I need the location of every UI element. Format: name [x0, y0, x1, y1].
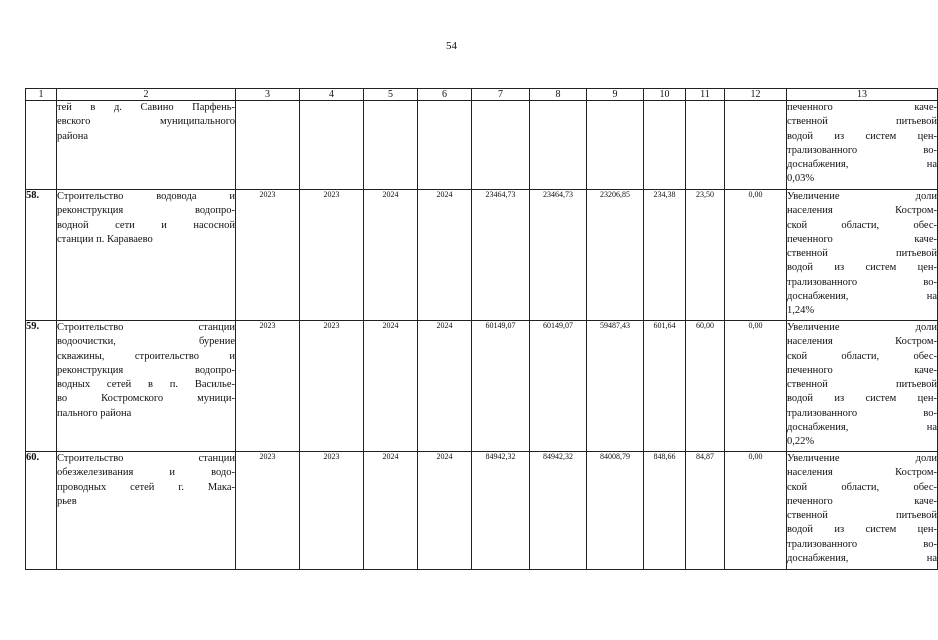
project-name-line: рьев — [57, 495, 77, 507]
column-header: 7 — [472, 89, 530, 101]
value-cell: 60149,07 — [530, 321, 587, 452]
page-number: 54 — [446, 40, 457, 52]
value-cell — [472, 101, 530, 190]
value-cell: 601,64 — [644, 321, 686, 452]
value-cell: 84942,32 — [530, 452, 587, 570]
project-name-line: Строительство водовода и — [57, 191, 235, 202]
result-line: ственной питьевой — [787, 248, 937, 260]
value-cell: 84008,79 — [587, 452, 644, 570]
projects-table — [25, 88, 938, 570]
column-header: 2 — [57, 89, 236, 101]
value-cell: 2023 — [236, 321, 300, 452]
value-cell: 23464,73 — [472, 190, 530, 321]
result-line: печенного каче- — [787, 364, 937, 376]
project-name-line: реконструкция водопро- — [57, 205, 235, 217]
value-cell: 59487,43 — [587, 321, 644, 452]
value-cell: 848,66 — [644, 452, 686, 570]
project-name-line: проводных сетей г. Мака- — [57, 481, 235, 493]
value-cell: 0,00 — [725, 452, 787, 570]
value-cell: 23464,73 — [530, 190, 587, 321]
value-cell: 2023 — [300, 190, 364, 321]
result-line: ской области, обес- — [787, 219, 937, 231]
value-cell: 2024 — [364, 190, 418, 321]
column-header: 9 — [587, 89, 644, 101]
result-line: трализованного во- — [787, 407, 937, 419]
value-cell: 2024 — [418, 452, 472, 570]
value-cell — [587, 101, 644, 190]
value-cell: 60149,07 — [472, 321, 530, 452]
column-header: 4 — [300, 89, 364, 101]
result-line: доснабжения, на — [787, 159, 937, 171]
value-cell: 2024 — [418, 321, 472, 452]
project-name-line: тей в д. Савино Парфень- — [57, 102, 235, 113]
project-name-cell — [57, 452, 236, 570]
value-cell: 84942,32 — [472, 452, 530, 570]
value-cell: 2024 — [418, 190, 472, 321]
result-line: трализованного во- — [787, 144, 937, 156]
project-name-cell — [57, 190, 236, 321]
value-cell — [418, 101, 472, 190]
result-line: населения Костром- — [787, 467, 937, 479]
result-line: водой из систем цен- — [787, 262, 937, 274]
result-line: 0,03% — [787, 173, 815, 185]
table-row — [26, 321, 938, 452]
column-header: 6 — [418, 89, 472, 101]
value-cell — [644, 101, 686, 190]
result-line: населения Костром- — [787, 205, 937, 217]
column-header: 5 — [364, 89, 418, 101]
value-cell — [530, 101, 587, 190]
result-line: водой из систем цен- — [787, 130, 937, 142]
result-cell — [787, 190, 938, 321]
result-line: доснабжения, на — [787, 553, 937, 565]
row-number-cell: 60. — [26, 452, 57, 570]
project-name-line: реконструкция водопро- — [57, 364, 235, 376]
value-cell — [236, 101, 300, 190]
value-cell: 0,00 — [725, 190, 787, 321]
project-name-line: водной сети и насосной — [57, 219, 235, 231]
project-name-line: Строительство станции — [57, 322, 235, 333]
column-header: 10 — [644, 89, 686, 101]
result-cell — [787, 452, 938, 570]
value-cell: 84,87 — [686, 452, 725, 570]
row-number-cell: 59. — [26, 321, 57, 452]
project-name-line: Строительство станции — [57, 453, 235, 464]
result-line: ской области, обес- — [787, 350, 937, 362]
value-cell: 2024 — [364, 452, 418, 570]
value-cell: 2023 — [236, 190, 300, 321]
value-cell: 2023 — [300, 452, 364, 570]
result-line: Увеличение доли — [787, 453, 937, 464]
result-cell — [787, 101, 938, 190]
value-cell: 23206,85 — [587, 190, 644, 321]
project-name-line: станции п. Караваево — [57, 233, 153, 245]
value-cell: 23,50 — [686, 190, 725, 321]
project-name-line: обезжелезивания и водо- — [57, 467, 235, 479]
table-row-continued — [26, 101, 938, 190]
result-line: доснабжения, на — [787, 422, 937, 434]
value-cell — [364, 101, 418, 190]
value-cell — [300, 101, 364, 190]
table-row — [26, 190, 938, 321]
result-line: ственной питьевой — [787, 116, 937, 128]
result-line: 0,22% — [787, 436, 815, 448]
project-name-line: евского муниципального — [57, 116, 235, 128]
value-cell: 0,00 — [725, 321, 787, 452]
result-cell — [787, 321, 938, 452]
value-cell: 234,38 — [644, 190, 686, 321]
result-line: печенного каче- — [787, 233, 937, 245]
project-name-line: пального района — [57, 407, 132, 419]
column-header: 13 — [787, 89, 938, 101]
result-line: Увеличение доли — [787, 191, 937, 202]
column-header: 3 — [236, 89, 300, 101]
result-line: печенного каче- — [787, 495, 937, 507]
column-header: 11 — [686, 89, 725, 101]
result-line: ской области, обес- — [787, 481, 937, 493]
project-name-cell — [57, 321, 236, 452]
table-row — [26, 452, 938, 570]
result-line: населения Костром- — [787, 336, 937, 348]
value-cell: 2024 — [364, 321, 418, 452]
value-cell: 60,00 — [686, 321, 725, 452]
column-header: 1 — [26, 89, 57, 101]
header-row — [26, 89, 938, 101]
value-cell: 2023 — [300, 321, 364, 452]
result-line: Увеличение доли — [787, 322, 937, 333]
column-header: 12 — [725, 89, 787, 101]
result-line: водой из систем цен- — [787, 393, 937, 405]
column-header: 8 — [530, 89, 587, 101]
result-line: доснабжения, на — [787, 291, 937, 303]
project-name-cell — [57, 101, 236, 190]
project-name-line: водных сетей в п. Василье- — [57, 379, 235, 391]
row-number-cell: 58. — [26, 190, 57, 321]
value-cell: 2023 — [236, 452, 300, 570]
result-line: ственной питьевой — [787, 379, 937, 391]
project-name-line: района — [57, 130, 89, 142]
project-name-line: водоочистки, бурение — [57, 336, 235, 348]
result-line: 1,24% — [787, 305, 815, 317]
value-cell — [686, 101, 725, 190]
project-name-line: во Костромского муници- — [57, 393, 235, 405]
row-number-cell — [26, 101, 57, 190]
result-line: трализованного во- — [787, 276, 937, 288]
result-line: печенного каче- — [787, 102, 937, 113]
result-line: трализованного во- — [787, 538, 937, 550]
result-line: водой из систем цен- — [787, 524, 937, 536]
result-line: ственной питьевой — [787, 510, 937, 522]
project-name-line: скважины, строительство и — [57, 350, 235, 362]
value-cell — [725, 101, 787, 190]
